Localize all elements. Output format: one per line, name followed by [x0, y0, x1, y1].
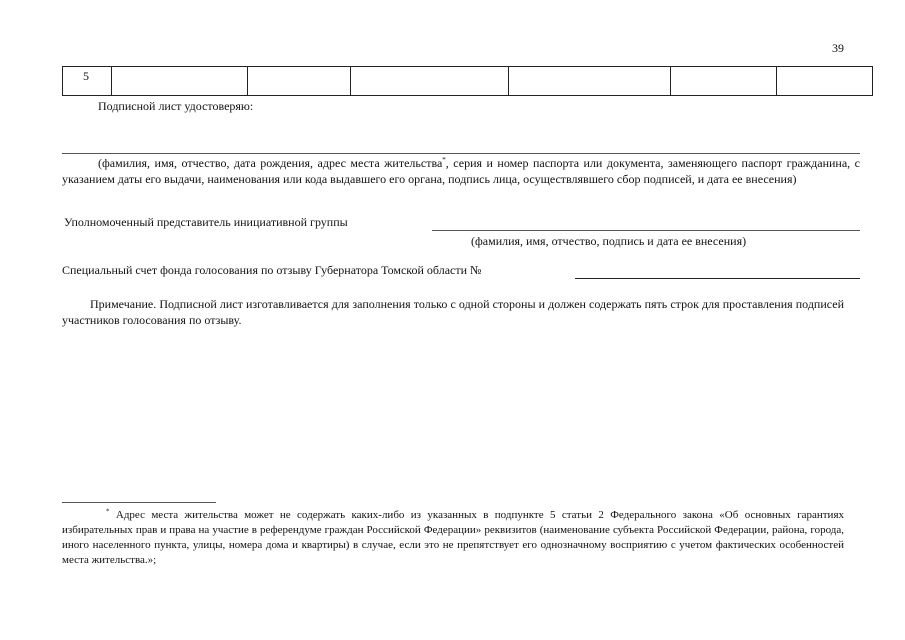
account-number-line[interactable]	[575, 278, 860, 279]
representative-caption: (фамилия, имя, отчество, подпись и дата ее внесения)	[471, 234, 747, 248]
certify-label: Подписной лист удостоверяю:	[98, 99, 254, 113]
footnote-mark: *	[106, 507, 110, 516]
table-row	[63, 67, 873, 96]
note-paragraph: Примечание. Подписной лист изготавливается для заполнения только с одной стороны и должен содержать пять строк для проставления подписей участников голосования по отзыву.	[62, 297, 844, 327]
table-cell[interactable]	[777, 67, 873, 96]
certify-caption-main: (фамилия, имя, отчество, дата рождения, адрес места жительства	[98, 156, 443, 170]
representative-signature-line[interactable]	[432, 230, 860, 231]
footnote-text: Адрес места жительства может не содержать каких-либо из указанных в подпункте 5 статьи 2 Федерального закона «Об основных гарантиях избирательных прав и права на участие в референдуме граждан Российской Федерации» реквизитов (наименование субъекта Российской Федерации, района, города, иного населенного пункта, улицы, номера дома и квартиры) в случае, если это не препятствует его однозначному восприятию с учетом фактических особенностей места жительства.»;	[62, 509, 844, 566]
table-cell[interactable]	[112, 67, 248, 96]
certify-signature-line[interactable]	[62, 153, 860, 154]
certify-caption	[62, 155, 860, 187]
footnote	[62, 508, 844, 568]
table-cell[interactable]	[671, 67, 777, 96]
table-cell[interactable]	[351, 67, 509, 96]
representative-label: Уполномоченный представитель инициативной группы	[64, 215, 348, 229]
page-number: 39	[832, 41, 844, 55]
table-cell[interactable]	[248, 67, 351, 96]
footnote-reference-mark: *	[442, 156, 446, 164]
account-label: Специальный счет фонда голосования по отзыву Губернатора Томской области №	[62, 263, 482, 277]
certify-caption-rest: , серия и номер паспорта или документа, заменяющего паспорт гражданина, с указанием даты его выдачи, наименования или кода выдавшего его органа, подпись лица, осуществлявшего сбор подписей, и дата ее внесения)	[62, 156, 860, 186]
signature-table	[62, 66, 873, 96]
row-number-cell: 5	[63, 67, 112, 96]
table-cell[interactable]	[509, 67, 671, 96]
footnote-separator	[62, 502, 216, 503]
